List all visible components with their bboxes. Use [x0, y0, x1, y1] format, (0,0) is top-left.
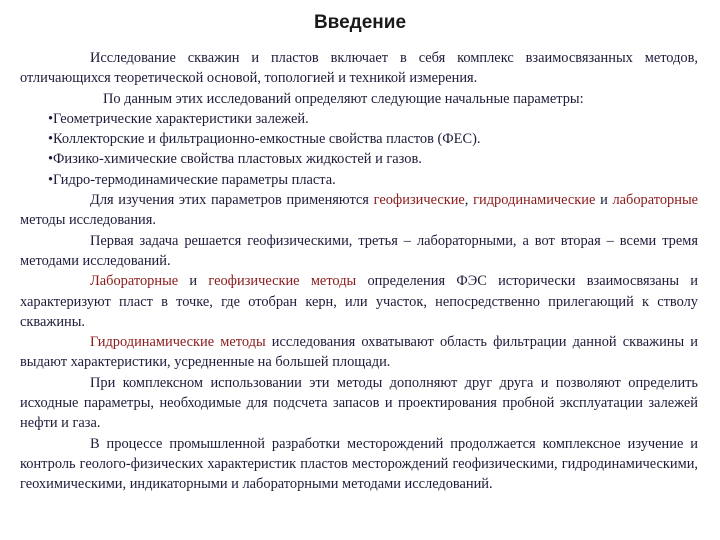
highlight-geophysical-methods: геофизические методы — [208, 273, 357, 290]
paragraph-hydrodynamic — [20, 332, 698, 373]
paragraph-development: В процессе промышленной разработки месторождений продолжается комплексное изучение и контроль геолого-физических характеристик пластов месторождений геофизическими, гидродинамическими, геохимическими, индикаторными и лабораторными методами исследований. — [20, 435, 698, 493]
paragraph-parameters: По данным этих исследований определяют следующие начальные параметры: — [103, 90, 584, 107]
bullet-item: •Коллекторские и фильтрационно-емкостные свойства пластов (ФЕС). — [48, 131, 481, 148]
text-span: исследования охватывают область фильтрации данной скважины и выдают характеристики, усредненные на большей площади. — [20, 334, 698, 371]
bullet-item: •Физико-химические свойства пластовых жидкостей и газов. — [48, 151, 422, 168]
paragraph-methods — [20, 190, 698, 231]
text-span: методы исследования. — [20, 212, 156, 229]
bullet-item: •Геометрические характеристики залежей. — [48, 110, 309, 127]
paragraph-tasks: Первая задача решается геофизическими, третья – лабораторными, а вот вторая – всеми тремя методами исследований. — [20, 232, 698, 269]
paragraph-intro: Исследование скважин и пластов включает в себя комплекс взаимосвязанных методов, отличающихся теоретической основой, топологией и техникой измерения. — [20, 50, 698, 87]
highlight-hydrodynamic-methods: Гидродинамические методы — [90, 334, 266, 351]
highlight-laboratory: Лабораторные — [90, 273, 179, 290]
paragraph-complex-use: При комплексном использовании эти методы дополняют друг друга и позволяют определить исходные параметры, необходимые для подсчета запасов и проектирования пробной эксплуатации залежей нефти и газа. — [20, 374, 698, 432]
page-title: Введение — [313, 12, 407, 33]
text-span: Для изучения этих параметров применяются — [90, 192, 374, 209]
bullet-item: •Гидро-термодинамические параметры пласта. — [48, 171, 336, 188]
text-span: и — [595, 192, 613, 209]
text-span: и — [178, 273, 209, 290]
text-span: , — [464, 192, 474, 209]
highlight-hydrodynamic: гидродинамические — [473, 192, 596, 209]
text-span: определения ФЭС исторически взаимосвязаны и характеризуют пласт в точке, где отобран керн, или участок, непосредственно прилегающий к стволу скважины. — [20, 273, 698, 330]
highlight-laboratory: лабораторные — [612, 192, 699, 209]
content-body — [20, 48, 698, 495]
highlight-geophysical: геофизические — [373, 192, 465, 209]
paragraph-lab-geo — [20, 271, 698, 332]
